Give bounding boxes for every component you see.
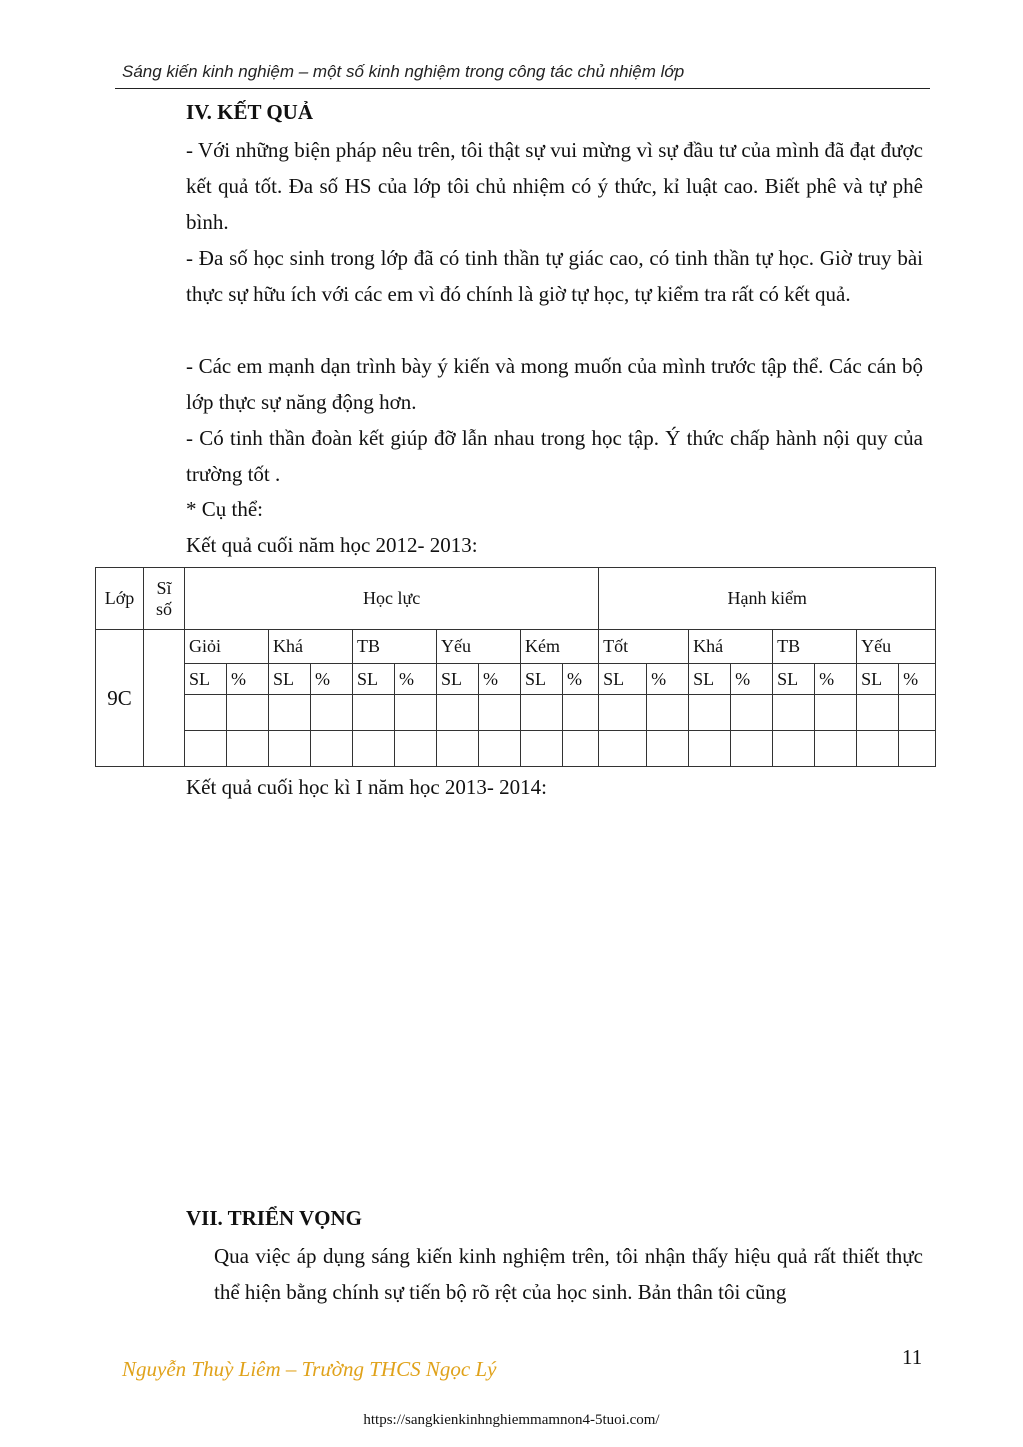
table-cell (395, 695, 437, 731)
header-si-so: Sĩ số (144, 568, 185, 630)
table-cell (899, 695, 936, 731)
si-so-cell (144, 630, 185, 767)
paragraph-2 (124, 240, 923, 312)
table-cell (815, 731, 857, 767)
sub-header-sl: SL (599, 664, 647, 695)
table-cell (563, 695, 599, 731)
paragraph-3 (124, 348, 923, 420)
author-signature: Nguyễn Thuỳ Liêm – Trường THCS Ngọc Lý (122, 1357, 497, 1381)
table-row (96, 695, 936, 731)
table-cell (647, 731, 689, 767)
table-cell (227, 731, 269, 767)
table-cell (731, 731, 773, 767)
sub-header-sl: SL (353, 664, 395, 695)
table-cell (689, 695, 731, 731)
table-cell (311, 731, 353, 767)
table-cell (689, 731, 731, 767)
sub-header-percent: % (815, 664, 857, 695)
header-divider (115, 88, 930, 89)
table-cell (815, 695, 857, 731)
hoc-luc-tb: TB (353, 630, 437, 664)
result-2012-label: Kết quả cuối năm học 2012- 2013: (186, 533, 478, 557)
sub-header-percent: % (647, 664, 689, 695)
sub-header-percent: % (731, 664, 773, 695)
sub-header-percent: % (563, 664, 599, 695)
hoc-luc-yeu: Yếu (437, 630, 521, 664)
table-cell (311, 695, 353, 731)
paragraph-4-text: - Có tinh thần đoàn kết giúp đỡ lẫn nhau trong học tập. Ý thức chấp hành nội quy của trường tốt . (186, 426, 923, 486)
hanh-kiem-tot: Tốt (599, 630, 689, 664)
table-cell (647, 695, 689, 731)
table-cell (185, 695, 227, 731)
sub-header-sl: SL (689, 664, 731, 695)
section-heading-ket-qua: IV. KẾT QUẢ (186, 100, 314, 124)
table-cell (437, 695, 479, 731)
paragraph-2-text: - Đa số học sinh trong lớp đã có tinh thần tự giác cao, có tinh thần tự học. Giờ truy bài thực sự hữu ích với các em vì đó chính là giờ tự học, tự kiểm tra rất có kết quả. (186, 246, 923, 306)
table-cell (227, 695, 269, 731)
table-cell (521, 731, 563, 767)
sub-header-percent: % (395, 664, 437, 695)
paragraph-trien-vong (124, 1238, 923, 1310)
sub-header-sl: SL (521, 664, 563, 695)
hanh-kiem-kha: Khá (689, 630, 773, 664)
table-cell (479, 731, 521, 767)
sub-header-sl: SL (185, 664, 227, 695)
table-cell (353, 695, 395, 731)
table-cell (599, 695, 647, 731)
table-cell (395, 731, 437, 767)
header-lop: Lớp (96, 568, 144, 630)
paragraph-3-text: - Các em mạnh dạn trình bày ý kiến và mong muốn của mình trước tập thể. Các cán bộ lớp thực sự năng động hơn. (186, 354, 923, 414)
sub-header-row (96, 664, 936, 695)
sub-header-percent: % (479, 664, 521, 695)
table-cell (731, 695, 773, 731)
results-table (95, 567, 936, 767)
header-hanh-kiem: Hạnh kiểm (599, 568, 936, 630)
sub-header-sl: SL (437, 664, 479, 695)
sub-header-sl: SL (269, 664, 311, 695)
table-cell (353, 731, 395, 767)
paragraph-4 (124, 420, 923, 492)
specific-label: * Cụ thể: (186, 497, 263, 521)
table-cell (521, 695, 563, 731)
hanh-kiem-yeu: Yếu (857, 630, 936, 664)
footer-url: https://sangkienkinhnghiemmamnon4-5tuoi.com/ (363, 1412, 660, 1428)
result-2013-label: Kết quả cuối học kì I năm học 2013- 2014: (186, 775, 547, 799)
table-cell (857, 731, 899, 767)
table-cell (599, 731, 647, 767)
table-cell (857, 695, 899, 731)
sub-header-sl: SL (857, 664, 899, 695)
table-cell (269, 695, 311, 731)
table-cell (437, 731, 479, 767)
class-cell: 9C (96, 630, 144, 767)
table-cell (479, 695, 521, 731)
paragraph-1 (124, 132, 923, 240)
paragraph-trien-vong-text: Qua việc áp dụng sáng kiến kinh nghiệm trên, tôi nhận thấy hiệu quả rất thiết thực thể hiện bằng chính sự tiến bộ rõ rệt của học sinh. Bản thân tôi cũng (214, 1244, 923, 1304)
hoc-luc-gioi: Giỏi (185, 630, 269, 664)
table-cell (185, 731, 227, 767)
table-cell (773, 695, 815, 731)
hanh-kiem-tb: TB (773, 630, 857, 664)
page-header-title: Sáng kiến kinh nghiệm – một số kinh nghiệm trong công tác chủ nhiệm lớp (122, 62, 685, 81)
header-hoc-luc: Học lực (185, 568, 599, 630)
hoc-luc-kem: Kém (521, 630, 599, 664)
hoc-luc-kha: Khá (269, 630, 353, 664)
sub-header-percent: % (899, 664, 936, 695)
table-row (96, 731, 936, 767)
table-cell (563, 731, 599, 767)
sub-header-percent: % (227, 664, 269, 695)
table-cell (773, 731, 815, 767)
section-heading-trien-vong: VII. TRIỂN VỌNG (186, 1206, 363, 1230)
sub-header-sl: SL (773, 664, 815, 695)
table-cell (269, 731, 311, 767)
page-number: 11 (902, 1345, 923, 1369)
paragraph-1-text: - Với những biện pháp nêu trên, tôi thật sự vui mừng vì sự đầu tư của mình đã đạt được kết quả tốt. Đa số HS của lớp tôi chủ nhiệm có ý thức, kỉ luật cao. Biết phê và tự phê bình. (186, 138, 923, 234)
sub-header-percent: % (311, 664, 353, 695)
table-cell (899, 731, 936, 767)
